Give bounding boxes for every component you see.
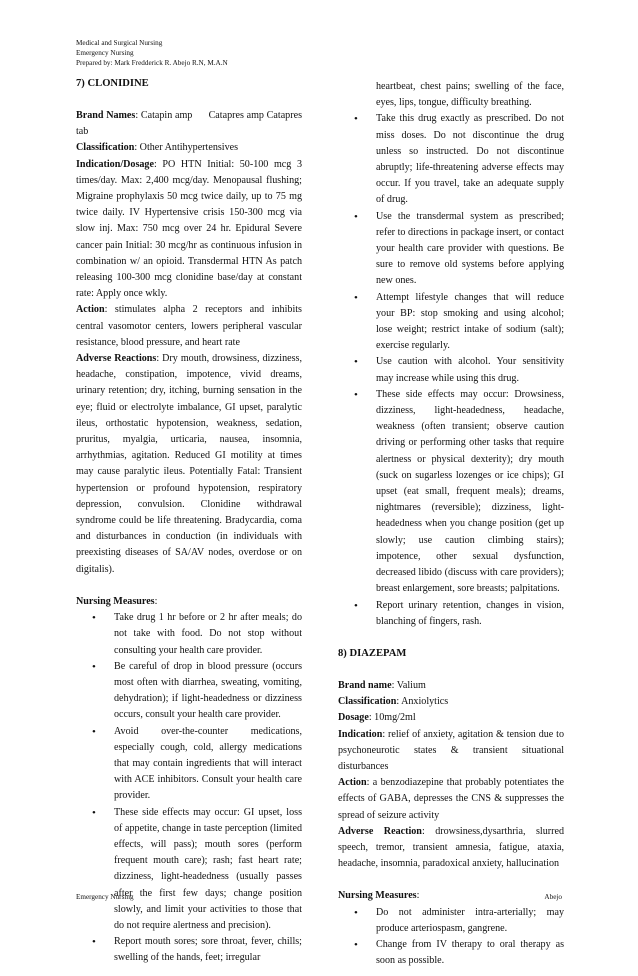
diazepam-dose-value: : 10mg/2ml [368,712,416,724]
clonidine-action-value: : stimulates alpha 2 receptors and inhibits central vasomotor centers, lowers peripheral vascular resistance, blood pressure, and heart rate [76,304,302,348]
clonidine-nursing-list [76,610,302,966]
diazepam-nursing-label: Nursing Measures [338,890,417,902]
clonidine-class-value: : Other Antihypertensives [134,142,239,154]
list-item: • These side effects may occur: Drowsiness, dizziness, light-headedness, headache, weakness (often transient; observe caution driving or performing other tasks that require alertness or physical dexterity); dry mouth (suck on sugarless lozenges or ice chips); GI upset (eat small, frequent meals); dreams, nightmares (reversible); dizziness, light-headedness when you change position (get up slowly; use caution climbing stairs); impotence, other sexual dysfunction, decreased libido (discuss with care providers); breast enlargement, sore breasts; palpitations. [338,387,564,598]
list-item-continued: heartbeat, chest pains; swelling of the face, eyes, lips, tongue, difficulty breathing. [376,81,564,109]
diazepam-brand-value: : Valium [391,679,426,691]
list-item: • Be careful of drop in blood pressure (occurs most often with diarrhea, sweating, vomiting, dehydration); if light-headedness or dizziness occurs, consult your health care provider. [76,659,302,724]
clonidine-brand-value: : Catapin amp Catapres amp Catapres tab [76,110,305,138]
diazepam-adverse [338,824,564,873]
left-column [76,76,305,967]
clonidine-indication [76,157,302,303]
diazepam-dose-label: Dosage [338,712,369,724]
list-item: • Report urinary retention, changes in vision, blanching of fingers, rash. [338,598,564,630]
clonidine-class-label: Classification [76,142,135,154]
list-item: • Use caution with alcohol. Your sensitivity may increase while using this drug. [338,354,564,386]
list-item: • Avoid over-the-counter medications, especially cough, cold, allergy medications that may contain ingredients that will interact with ACE inhibitors. Consult your health care provider. [76,724,302,805]
clonidine-ind-label: Indication/Dosage [76,158,154,170]
diazepam-nursing-list [338,905,564,970]
clonidine-adverse-value: : Dry mouth, drowsiness, dizziness, headache, constipation, impotence, vivid dreams, urinary retention; dry, itching, burning sensation in the eye; fluid or electrolyte imbalance, GI upset, paralytic ileus, orthostatic hypotension, weakness, sedation, pruritus, myalgia, urticaria, nausea, insomnia, arrhythmias, agitation. Reduced GI motility at times may cause paralytic ileus. Potentially Fatal: Transient hypertension or profound hypotension, respiratory depression, convulsion. Clonidine withdrawal syndrome could be life threatening. Bradycardia, coma and disturbances in conduction (in individuals with preexisting diseases of SA/AV nodes, overdose or on digitalis). [76,353,302,575]
clonidine-action-label: Action [76,304,105,316]
diazepam-class-value: : Anxiolytics [396,696,449,708]
diazepam-classification [338,694,564,710]
diazepam-nursing-heading: Nursing Measures: [338,890,420,902]
diazepam-class-label: Classification [338,696,397,708]
footer-right: Abejo [544,893,562,901]
clonidine-classification [76,140,302,156]
list-item: • These side effects may occur: GI upset, loss of appetite, change in taste perception (limited effects, will pass); mouth sores (perform frequent mouth care); rash; fast heart rate; dizziness, light-headedness (usually passes after the first few days; change position slowly, and limit your activities to those that do not require alertness and precision). [76,805,302,935]
header-line-2: Emergency Nursing [76,49,134,57]
diazepam-brand-label: Brand name [338,679,392,691]
header-line-3: Prepared by: Mark Fredderick R. Abejo R.N, M.A.N [76,59,228,67]
diazepam-dosage [338,710,564,726]
clonidine-action [76,302,302,351]
list-item: • Change from IV therapy to oral therapy as soon as possible. [338,937,564,969]
list-item: • Use the transdermal system as prescribed; refer to directions in package insert, or contact your health care provider with questions. Be sure to remove old systems before applying new ones. [338,209,564,290]
list-item: • Attempt lifestyle changes that will reduce your BP: stop smoking and using alcohol; lose weight; restrict intake of sodium (salt); exercise regularly. [338,290,564,355]
clonidine-nursing-heading: Nursing Measures: [76,595,158,607]
list-item: • Report mouth sores; sore throat, fever, chills; swelling of the hands, feet; irregular [76,934,302,966]
diazepam-adverse-value: : drowsiness,dysarthria, slurred speech, tremor, transient amnesia, fatigue, ataxia, headache, insomnia, paradoxical anxiety, hallucination [338,825,565,870]
list-item: • Take this drug exactly as prescribed. Do not miss doses. Do not discontinue the drug unless so instructed. Do not discontinue abruptly; life-threatening adverse effects may occur. If you travel, take an adequate supply of drug. [338,111,564,208]
clonidine-ind-value: : PO HTN Initial: 50-100 mcg 3 times/day. Max: 2,400 mcg/day. Menopausal flushing; Migraine prophylaxis 50 mcg twice daily, up to 75 mg twice daily. IV Hypertensive crisis 150-300 mcg via slow inj. Max: 750 mcg over 24 hr. Epidural Severe cancer pain Initial: 30 mcg/hr as continuous infusion in combination w/ an opioid. Transdermal HTN As patch releasing 100-300 mcg clonidine base/day at constant rate: Apply once wkly. [76,158,302,300]
clonidine-adverse [76,351,302,578]
header-line-1: Medical and Surgical Nursing [76,39,163,47]
clonidine-brand-label: Brand Names [76,110,136,121]
diazepam-indication [338,727,564,776]
clonidine-nursing-label: Nursing Measures [76,595,155,607]
page-header [76,38,228,68]
footer-left: Emergency Nursing [76,893,134,901]
diazepam-action-label: Action [338,777,367,789]
list-item: • Take drug 1 hr before or 2 hr after meals; do not take with food. Do not stop without consulting your health care provider. [76,610,302,659]
right-column [338,79,564,969]
diazepam-brand [338,678,564,694]
diazepam-ind-label: Indication [338,728,383,740]
diazepam-action-value: : a benzodiazepine that probably potentiates the effects of GABA, depresses the CNS & suppresses the spread of seizure activity [338,777,564,821]
list-item: • Do not administer intra-arterially; may produce arteriospasm, gangrene. [338,905,564,937]
diazepam-title: 8) DIAZEPAM [338,647,407,659]
clonidine-brand [76,108,305,140]
diazepam-action [338,775,564,824]
diazepam-ind-value: : relief of anxiety, agitation & tension due to psychoneurotic states & transient situational disturbances [338,728,564,772]
diazepam-adverse-label: Adverse Reaction [338,825,422,837]
clonidine-nursing-continued [338,79,564,111]
clonidine-title: 7) CLONIDINE [76,78,149,89]
clonidine-adverse-label: Adverse Reactions [76,353,157,365]
clonidine-nursing-list-right [338,111,564,630]
